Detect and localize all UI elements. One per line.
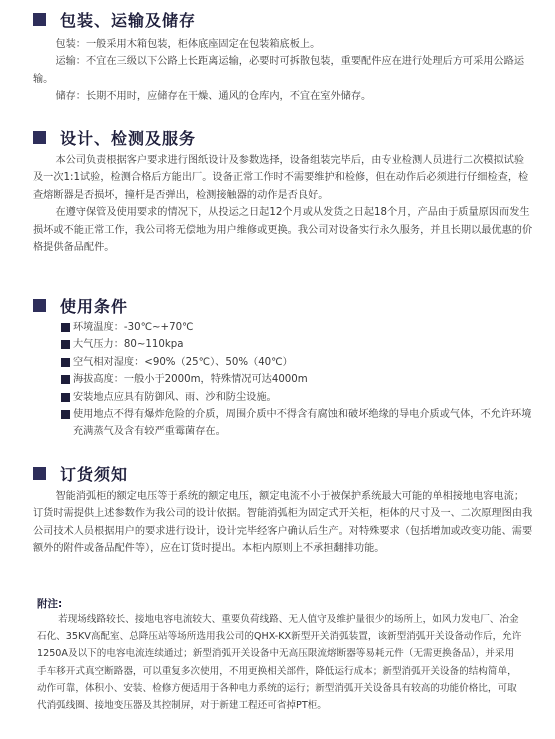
section-title: 订货须知 (60, 464, 129, 484)
section-usage-conditions (33, 294, 533, 441)
section-ordering (33, 462, 533, 558)
section-title: 设计、检测及服务 (60, 128, 197, 148)
section-body (33, 488, 533, 558)
section-body (33, 36, 533, 106)
paragraph: 储存：长期不用时，应储存在干燥、通风的仓库内，不宜在室外储存。 (55, 91, 372, 103)
heading-square-icon (33, 13, 46, 26)
list-item: 安装地点应具有防御风、雨、沙和防尘设施。 (33, 389, 533, 406)
list-item: 空气相对湿度：<90%（25℃）、50%（40℃） (33, 354, 533, 371)
paragraph: 运输：不宜在三级以下公路上长距离运输，必要时可拆散包装，重要配件应在进行处理后方可采用公路运输。 (33, 56, 525, 85)
bullet-square-icon (61, 375, 70, 384)
section-body (33, 152, 533, 256)
note-title: 附注: (37, 598, 63, 610)
bullet-square-icon (61, 323, 70, 332)
note-text: 若现场线路较长、接地电容电流较大、重要负荷线路、无人值守及维护量很少的场所上，如风力发电厂、冶金石化、35KV高配室、总降压站等场所选用我公司的QHX-KX新型开关消弧装置，该新型消弧开关设备动作后，允许1250A及以下的电容电流连续通过；新型消弧开关设备中无高压限流熔断器等易耗元件（无需更换备品），并采用手车移开式真空断路器，可以重复多次使用，不用更换相关部件，降低运行成本；新型消弧开关设备的结构简单，动作可靠，体积小、安装、检修方便适用于各种电力系统的运行；新型消弧开关设备具有较高的功能价格比，可取代消弧线圈、接地变压器及其控制屏，对于新建工程还可省掉PT柜。 (37, 614, 522, 712)
paragraph: 智能消弧柜的额定电压等于系统的额定电压，额定电流不小于被保护系统最大可能的单相接地电容电流；订货时需提供上述参数作为我公司的设计依据。智能消弧柜为固定式开关柜，柜体的尺寸及一、二次原理图由我公司技术人员根据用户的要求进行设计，设计完毕经客户确认后生产。对特殊要求（包括增加或改变功能、需要额外的附件或备品配件等），应在订货时提出。本柜内原则上不承担翻排功能。 (33, 491, 533, 555)
section-design-service (33, 126, 533, 256)
section-packaging (33, 8, 533, 106)
condition-list (33, 319, 533, 441)
heading-square-icon (33, 299, 46, 312)
paragraph: 包装：一般采用木箱包装，柜体底座固定在包装箱底板上。 (55, 39, 321, 50)
list-item: 环境温度：-30℃~+70℃ (33, 319, 533, 336)
bullet-square-icon (61, 393, 70, 402)
list-item: 海拔高度：一般小于2000m，特殊情况可达4000m (33, 371, 533, 388)
heading-square-icon (33, 131, 46, 144)
section-heading (33, 462, 533, 484)
list-item: 大气压力：80~110kpa (33, 336, 533, 353)
section-heading (33, 294, 533, 316)
list-item: 使用地点不得有爆炸危险的介质，周围介质中不得含有腐蚀和破坏绝缘的导电介质或气体，不允许环境充满蒸气及含有较严重霉菌存在。 (33, 406, 533, 441)
section-title: 使用条件 (60, 296, 129, 316)
paragraph: 本公司负责根据客户要求进行图纸设计及参数选择，设备组装完毕后，由专业检测人员进行二次模拟试验及一次1:1试验，检测合格后方能出厂。设备正常工作时不需要维护和检修，但在动作后必须进行仔细检查，检查熔断器是否损坏，撞杆是否弹出，检测接触器的动作是否良好。 (33, 155, 529, 201)
heading-square-icon (33, 467, 46, 480)
section-heading (33, 126, 533, 148)
bullet-square-icon (61, 410, 70, 419)
bullet-square-icon (61, 358, 70, 367)
paragraph: 在遵守保管及使用要求的情况下，从投运之日起12个月或从发货之日起18个月，产品由于质量原因而发生损坏或不能正常工作，我公司将无偿地为用户维修或更换。我公司对设备实行永久服务，并且长期以最优惠的价格提供备品配件。 (33, 207, 533, 254)
section-title: 包装、运输及储存 (60, 10, 197, 30)
section-heading (33, 8, 533, 30)
bullet-square-icon (61, 340, 70, 349)
